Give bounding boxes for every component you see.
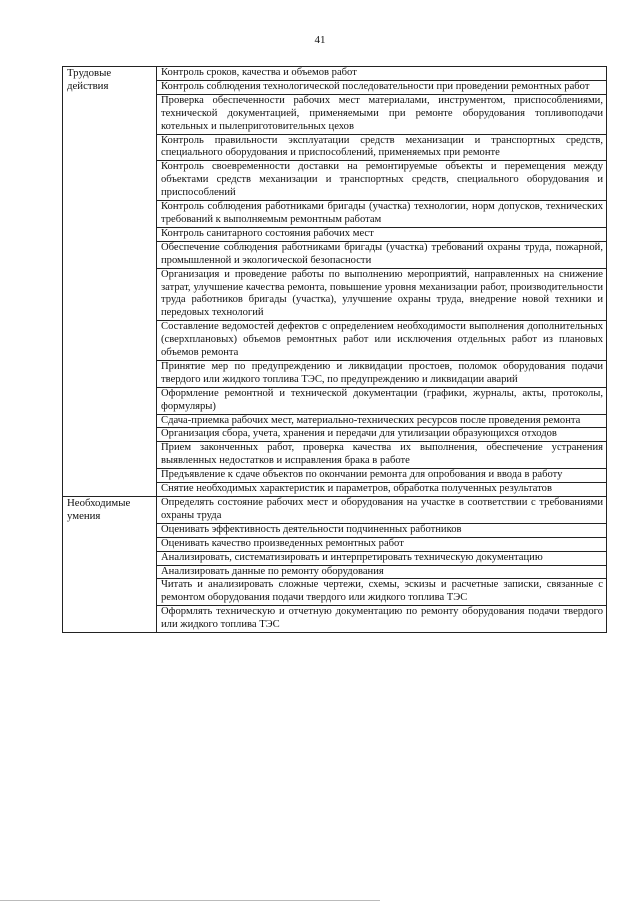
table-cell: Читать и анализировать сложные чертежи, схемы, эскизы и расчетные записки, связанные с ремонтом оборудования подачи твердого или жидкого топлива ТЭС (157, 579, 607, 606)
table-cell: Контроль соблюдения технологической последовательности при проведении ремонтных работ (157, 80, 607, 94)
table-cell: Контроль своевременности доставки на ремонтируемые объекты и перемещения между объектами средств механизации и транспортных средств, специального оборудования и приспособлений (157, 161, 607, 201)
table-cell: Предъявление к сдаче объектов по окончании ремонта для опробования и ввода в работу (157, 469, 607, 483)
table-cell: Обеспечение соблюдения работниками бригады (участка) требований охраны труда, пожарной, промышленной и экологической безопасности (157, 241, 607, 268)
table-cell: Сдача-приемка рабочих мест, материально-технических ресурсов после проведения ремонта (157, 414, 607, 428)
table-cell: Анализировать данные по ремонту оборудования (157, 565, 607, 579)
table-cell: Принятие мер по предупреждению и ликвидации простоев, поломок оборудования подачи твердого или жидкого топлива ТЭС, по предупреждению и ликвидации аварий (157, 360, 607, 387)
table-cell: Прием законченных работ, проверка качества их выполнения, обеспечение устранения выявленных недостатков и исправления брака в работе (157, 442, 607, 469)
row-group-label: Необходимые умения (63, 497, 157, 633)
page-number: 41 (314, 34, 326, 46)
table-cell: Контроль сроков, качества и объемов работ (157, 67, 607, 81)
table-cell: Оценивать эффективность деятельности подчиненных работников (157, 523, 607, 537)
table-cell: Оценивать качество произведенных ремонтных работ (157, 537, 607, 551)
table-cell: Определять состояние рабочих мест и оборудования на участке в соответствии с требованиями охраны труда (157, 497, 607, 524)
table-cell: Контроль правильности эксплуатации средств механизации и транспортных средств, специального оборудования и приспособлений, применяемых при ремонте (157, 134, 607, 161)
table-row (63, 497, 607, 524)
table-cell: Контроль соблюдения работниками бригады (участка) технологии, норм допусков, технических требований к выполняемым ремонтным работам (157, 201, 607, 228)
table-cell: Оформлять техническую и отчетную документацию по ремонту оборудования подачи твердого или жидкого топлива ТЭС (157, 606, 607, 633)
requirements-table (62, 66, 607, 633)
row-group-label: Трудовые действия (63, 67, 157, 497)
table-row (63, 67, 607, 81)
table-cell: Составление ведомостей дефектов с определением необходимости выполнения дополнительных (сверхплановых) объемов ремонтных работ или исключения отдельных работ из плановых объемов ремонта (157, 321, 607, 361)
table-cell: Организация сбора, учета, хранения и передачи для утилизации образующихся отходов (157, 428, 607, 442)
table-cell: Контроль санитарного состояния рабочих мест (157, 227, 607, 241)
table-cell: Организация и проведение работы по выполнению мероприятий, направленных на снижение затрат, улучшение качества ремонта, повышение уровня механизации работ, производительности труда работников бригады (участка), улучшение охраны труда, внедрение новой техники и передовых технологий (157, 268, 607, 321)
table-cell: Проверка обеспеченности рабочих мест материалами, инструментом, приспособлениями, технической документацией, применяемыми при ремонте оборудования топливоподачи котельных и пылеприготовительных цехов (157, 94, 607, 134)
table-cell: Анализировать, систематизировать и интерпретировать техническую документацию (157, 551, 607, 565)
table-cell: Снятие необходимых характеристик и параметров, обработка полученных результатов (157, 483, 607, 497)
table-cell: Оформление ремонтной и технической документации (графики, журналы, акты, протоколы, формуляры) (157, 387, 607, 414)
